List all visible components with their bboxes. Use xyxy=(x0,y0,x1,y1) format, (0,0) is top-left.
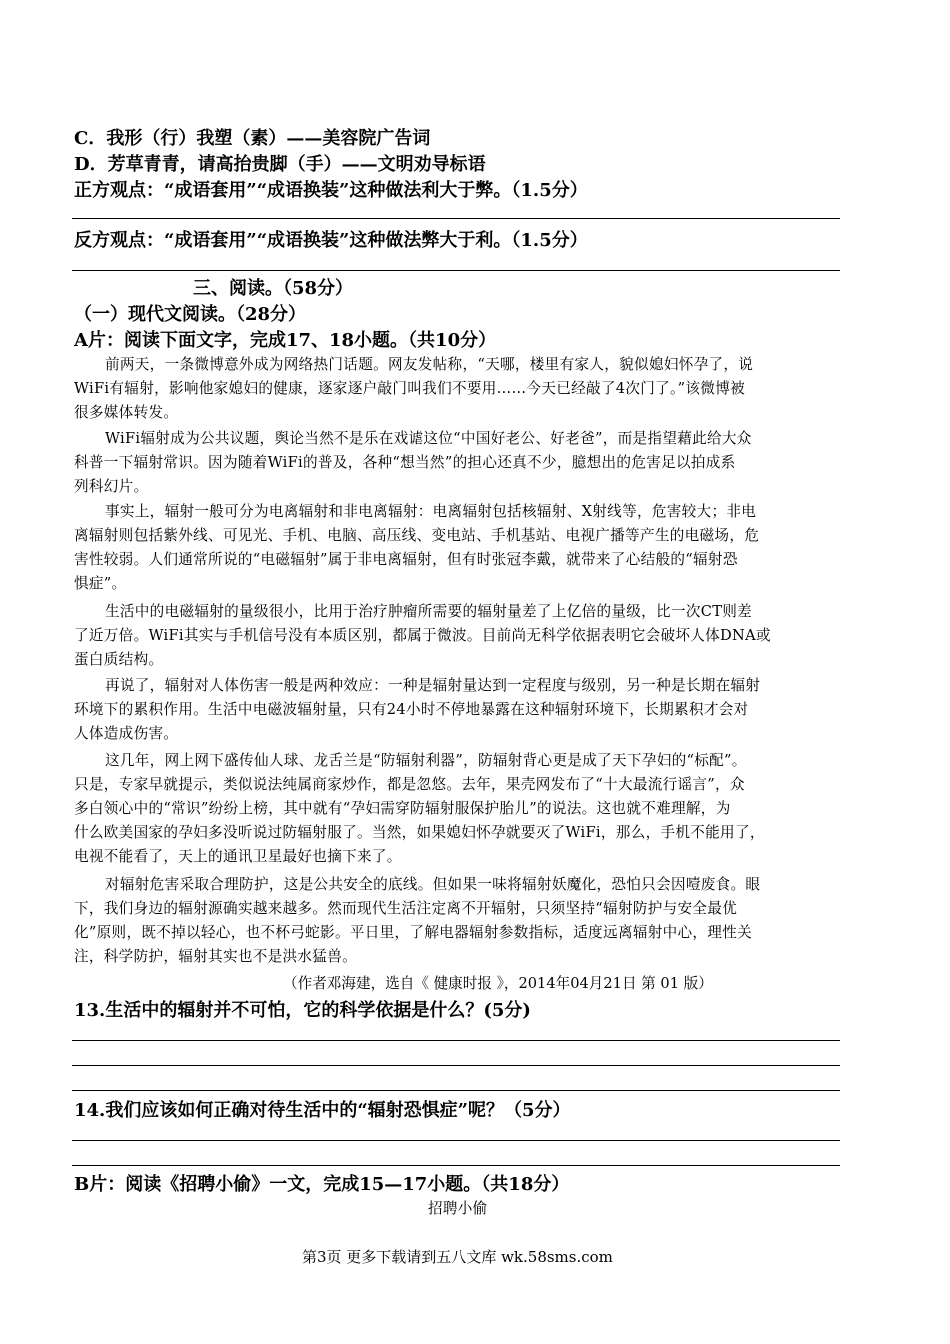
passage-line: WiFi有辐射，影响他家媳妇的健康，逐家逐户敲门叫我们不要用……今天已经敲了4次门了。”该微博被 xyxy=(74,380,745,397)
pro-viewpoint: 正方观点：“成语套用”“成语换装”这种做法利大于弊。（1.5分） xyxy=(74,180,588,201)
passage-line: 惧症”。 xyxy=(74,575,127,592)
passage-line: 注，科学防护，辐射其实也不是洪水猛兽。 xyxy=(74,948,357,965)
con-viewpoint: 反方观点：“成语套用”“成语换装”这种做法弊大于利。（1.5分） xyxy=(74,230,588,251)
answer-line xyxy=(72,218,840,219)
passage-line: 化”原则，既不掉以轻心，也不杯弓蛇影。平日里，了解电器辐射参数指标，适度远离辐射中心，理性关 xyxy=(74,924,752,941)
passage-line: 电视不能看了，天上的通讯卫星最好也摘下来了。 xyxy=(74,848,402,865)
question-13: 13.生活中的辐射并不可怕，它的科学依据是什么？(5分) xyxy=(74,1000,531,1021)
section-title: 三、阅读。（58分） xyxy=(193,278,354,299)
passage-line: 再说了，辐射对人体伤害一般是两种效应：一种是辐射量达到一定程度与级别，另一种是长期在辐射 xyxy=(105,677,761,694)
option-d: D．芳草青青，请高抬贵脚（手）——文明劝导标语 xyxy=(74,154,486,175)
passage-line: 害性较弱。人们通常所说的“电磁辐射”属于非电离辐射，但有时张冠李戴，就带来了心结般的“辐射恐 xyxy=(74,551,738,568)
answer-line xyxy=(72,1040,840,1041)
part-a-heading: A片：阅读下面文字，完成17、18小题。（共10分） xyxy=(74,330,497,351)
answer-line xyxy=(72,1065,840,1066)
passage-line: 人体造成伤害。 xyxy=(74,725,179,742)
passage-line: 下，我们身边的辐射源确实越来越多。然而现代生活注定离不开辐射，只须坚持“辐射防护与安全最优 xyxy=(74,900,738,917)
passage-line: 了近万倍。WiFi其实与手机信号没有本质区别，都属于微波。目前尚无科学依据表明它会破坏人体DNA或 xyxy=(74,627,771,644)
answer-line xyxy=(72,1140,840,1141)
passage-line: 蛋白质结构。 xyxy=(74,651,164,668)
passage-line: 生活中的电磁辐射的量级很小，比用于治疗肿瘤所需要的辐射量差了上亿倍的量级，比一次CT则差 xyxy=(105,603,753,620)
passage-line: 什么欧美国家的孕妇多没听说过防辐射服了。当然，如果媳妇怀孕就要灭了WiFi，那么，手机不能用了， xyxy=(74,824,765,841)
passage-line: 只是，专家早就提示，类似说法纯属商家炒作，都是忽悠。去年，果壳网发布了“十大最流行谣言”，众 xyxy=(74,776,745,793)
passage-line: 多白领心中的“常识”纷纷上榜，其中就有“孕妇需穿防辐射服保护胎儿”的说法。这也就不难理解，为 xyxy=(74,800,731,817)
part-b-heading: B片：阅读《招聘小偷》一文，完成15—17小题。（共18分） xyxy=(74,1174,570,1195)
subsection-title: （一）现代文阅读。（28分） xyxy=(74,304,307,325)
option-c: C．我形（行）我塑（素）——美容院广告词 xyxy=(74,128,431,149)
passage-line: 环境下的累积作用。生活中电磁波辐射量，只有24小时不停地暴露在这种辐射环境下，长期累积才会对 xyxy=(74,701,749,718)
passage-line: 前两天，一条微博意外成为网络热门话题。网友发帖称，“天哪，楼里有家人，貌似媳妇怀孕了，说 xyxy=(105,356,754,373)
passage-line: 很多媒体转发。 xyxy=(74,404,179,421)
passage-source: （作者邓海建，选自《 健康时报 》，2014年04月21日 第 01 版） xyxy=(283,975,713,992)
passage-line: WiFi辐射成为公共议题，舆论当然不是乐在戏谑这位“中国好老公、好老爸”，而是指望藉此给大众 xyxy=(105,430,752,447)
passage-line: 对辐射危害采取合理防护，这是公共安全的底线。但如果一味将辐射妖魔化，恐怕只会因噎废食。眼 xyxy=(105,876,761,893)
part-b-article-title: 招聘小偷 xyxy=(428,1200,488,1217)
answer-line xyxy=(72,270,840,271)
passage-line: 列科幻片。 xyxy=(74,478,149,495)
passage-line: 科普一下辐射常识。因为随着WiFi的普及，各种“想当然”的担心还真不少，臆想出的危害足以拍成系 xyxy=(74,454,736,471)
answer-line xyxy=(72,1165,840,1166)
passage-line: 事实上，辐射一般可分为电离辐射和非电离辐射：电离辐射包括核辐射、X射线等，危害较大；非电 xyxy=(105,503,757,520)
passage-line: 这几年，网上网下盛传仙人球、龙舌兰是“防辐射利器”，防辐射背心更是成了天下孕妇的“标配”。 xyxy=(105,752,747,769)
page-footer: 第3页 更多下载请到五八文库 wk.58sms.com xyxy=(302,1248,613,1266)
answer-line xyxy=(72,1090,840,1091)
passage-line: 离辐射则包括紫外线、可见光、手机、电脑、高压线、变电站、手机基站、电视广播等产生的电磁场，危 xyxy=(74,527,760,544)
question-14: 14.我们应该如何正确对待生活中的“辐射恐惧症”呢？（5分） xyxy=(74,1100,571,1121)
